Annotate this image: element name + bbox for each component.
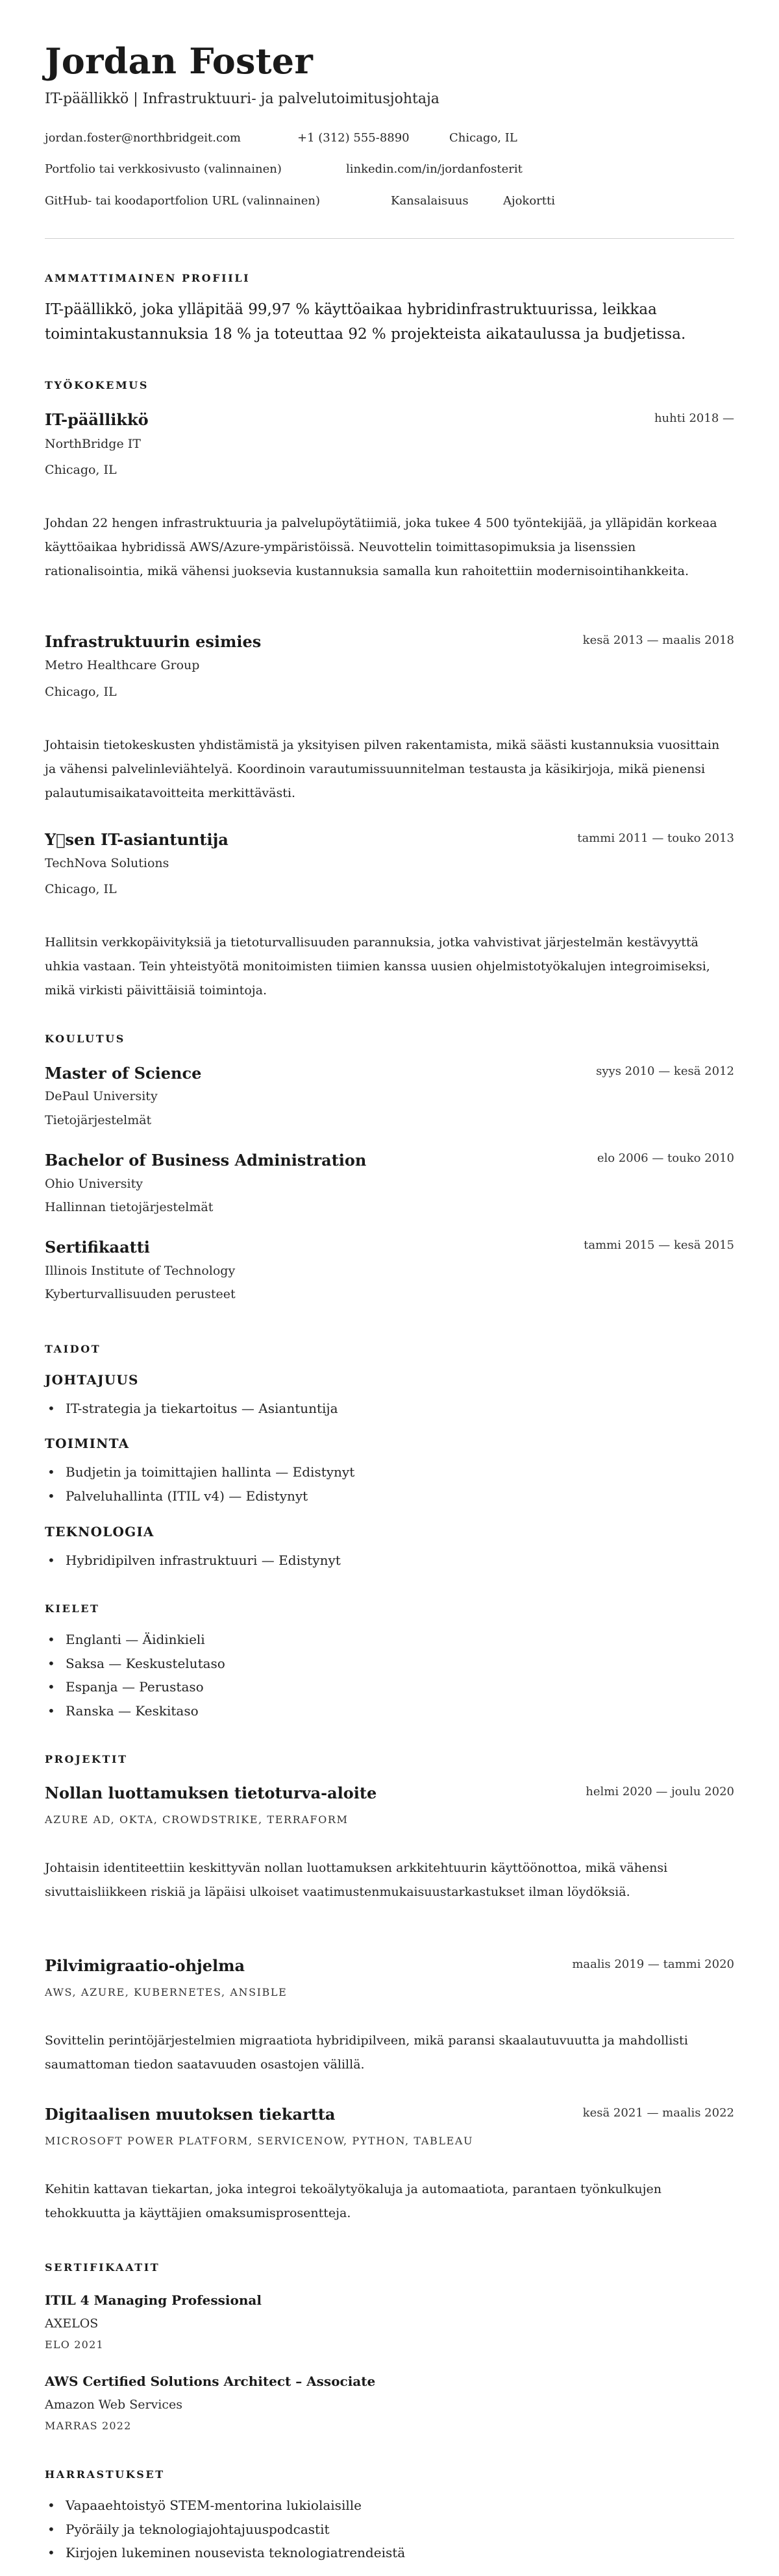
skill-category: TEKNOLOGIA (45, 1524, 155, 1539)
job-description: Hallitsin verkkopäivityksiä ja tietoturvallisuuden parannuksia, jotka vahvistivat järjestelmän kestävyyttä uhkia vastaan. Tein yhteistyötä monitoimisten tiimien kanssa uusien ohjelmistotyökalujen integroimiseksi, mikä virkisti päivittäisiä toimintoja. (45, 935, 710, 998)
cert-date: MARRAS 2022 (45, 2420, 132, 2432)
job-description: Johdan 22 hengen infrastruktuuria ja palvelupöytätiimiä, joka tukee 4 500 työntekijää, ja ylläpidän korkeaa käyttöaikaa hybridissä AWS/Azure-ympäristöissä. Neuvottelin toimittasopimuksia ja lisenssien rationalisointia, mikä vähensi juoksevia kustannuksia samalla kun rahoitettiin modernisointihankkeita. (45, 516, 717, 578)
skill-item: • Budjetin ja toimittajien hallinta — Edistynyt (45, 1463, 354, 1481)
contact-linkedin[interactable]: linkedin.com/in/jordanfosterit (346, 162, 523, 176)
project-tech: MICROSOFT POWER PLATFORM, SERVICENOW, PYTHON, TABLEAU (45, 2135, 474, 2147)
candidate-name: Jordan Foster (45, 40, 313, 82)
language-item: • Saksa — Keskustelutaso (45, 1654, 225, 1673)
header-divider (45, 238, 734, 239)
project-dates: helmi 2020 — joulu 2020 (586, 1785, 734, 1798)
candidate-tagline: IT-päällikkö | Infrastruktuuri- ja palvelutoimitusjohtaja (45, 91, 439, 107)
language-item: • Espanja — Perustaso (45, 1678, 204, 1696)
job-dates: tammi 2011 — touko 2013 (577, 831, 734, 845)
job-location: Chicago, IL (45, 882, 117, 896)
section-heading-skills: TAIDOT (45, 1343, 101, 1355)
section-heading-projects: PROJEKTIT (45, 1753, 128, 1765)
section-heading-education: KOULUTUS (45, 1033, 125, 1045)
job-title: Y sen IT-asiantuntija (45, 830, 229, 849)
degree-field: Tietojärjestelmät (45, 1113, 152, 1127)
hobby-item: • Vapaaehtoistyö STEM-mentorina lukiolaisille (45, 2496, 362, 2514)
skill-item: • Palveluhallinta (ITIL v4) — Edistynyt (45, 1487, 308, 1505)
cert-issuer: AXELOS (45, 2316, 99, 2331)
language-item: • Englanti — Äidinkieli (45, 1630, 205, 1649)
degree-dates: elo 2006 — touko 2010 (597, 1151, 734, 1165)
cert-name: AWS Certified Solutions Architect – Associate (45, 2374, 376, 2389)
project-description: Kehitin kattavan tiekartan, joka integroi tekoälytyökaluja ja automaatiota, parantaen työnkulkujen tehokkuutta ja käyttäjien omaksumisprosentteja. (45, 2182, 662, 2220)
project-title: Nollan luottamuksen tietoturva-aloite (45, 1784, 377, 1802)
project-description: Sovittelin perintöjärjestelmien migraatiota hybridipilveen, mikä paransi skaalautuvuutta ja mahdollisti saumattoman tiedon saatavuuden osastojen välillä. (45, 2033, 688, 2072)
section-heading-profile: AMMATTIMAINEN PROFIILI (45, 272, 251, 284)
skill-category: JOHTAJUUS (45, 1372, 139, 1388)
project-title: Digitaalisen muutoksen tiekartta (45, 2105, 336, 2124)
degree-dates: syys 2010 — kesä 2012 (596, 1064, 734, 1078)
contact-email[interactable]: jordan.foster@northbridgeit.com (45, 131, 241, 145)
project-dates: kesä 2021 — maalis 2022 (582, 2106, 734, 2120)
degree-dates: tammi 2015 — kesä 2015 (584, 1238, 734, 1252)
contact-license: Ajokortti (503, 194, 555, 208)
hobby-item: • Kirjojen lukeminen nousevista teknologiatrendeistä (45, 2544, 405, 2562)
project-description: Johtaisin identiteettiin keskittyvän nollan luottamuksen arkkitehtuurin käyttöönottoa, mikä vähensi sivuttaisliikkeen riskiä ja läpäisi ulkoiset vaatimustenmukaisuustarkastukset ilman löydöksiä. (45, 1861, 668, 1899)
contact-github[interactable]: GitHub- tai koodaportfolion URL (valinnainen) (45, 194, 320, 208)
degree-field: Kyberturvallisuuden perusteet (45, 1287, 236, 1301)
profile-summary: IT-päällikkö, joka ylläpitää 99,97 % käyttöaikaa hybridinfrastruktuurissa, leikkaa toimintakustannuksia 18 % ja toteuttaa 92 % projekteista aikataulussa ja budjetissa. (45, 301, 686, 343)
degree-school: Ohio University (45, 1177, 143, 1191)
project-tech: AZURE AD, OKTA, CROWDSTRIKE, TERRAFORM (45, 1813, 349, 1826)
section-heading-certifications: SERTIFIKAATIT (45, 2261, 160, 2274)
project-dates: maalis 2019 — tammi 2020 (572, 1957, 734, 1971)
degree-title: Bachelor of Business Administration (45, 1151, 367, 1170)
degree-title: Master of Science (45, 1064, 202, 1083)
cert-name: ITIL 4 Managing Professional (45, 2292, 262, 2308)
job-company: NorthBridge IT (45, 437, 141, 451)
cert-date: ELO 2021 (45, 2338, 104, 2351)
language-item: • Ranska — Keskitaso (45, 1702, 199, 1720)
job-location: Chicago, IL (45, 463, 117, 477)
contact-phone[interactable]: +1 (312) 555-8890 (297, 131, 410, 145)
skill-item: • IT-strategia ja tiekartoitus — Asiantuntija (45, 1399, 338, 1417)
degree-title: Sertifikaatti (45, 1238, 150, 1257)
job-company: Metro Healthcare Group (45, 658, 200, 672)
hobby-item: • Pyöräily ja teknologiajohtajuuspodcastit (45, 2520, 330, 2538)
section-heading-hobbies: HARRASTUKSET (45, 2468, 165, 2481)
job-description: Johtaisin tietokeskusten yhdistämistä ja yksityisen pilven rakentamista, mikä säästi kustannuksia vuosittain ja vähensi palvelinleviähtelyä. Koordinoin varautumissuunnitelman testausta ja käsikirjoja, mikä pienensi palautumisaikatavoitteita merkittävästi. (45, 738, 720, 800)
degree-school: DePaul University (45, 1089, 158, 1103)
degree-school: Illinois Institute of Technology (45, 1264, 236, 1278)
section-heading-experience: TYÖKOKEMUS (45, 379, 149, 391)
job-company: TechNova Solutions (45, 856, 169, 870)
job-location: Chicago, IL (45, 685, 117, 699)
section-heading-languages: KIELET (45, 1602, 100, 1615)
project-title: Pilvimigraatio-ohjelma (45, 1956, 245, 1975)
job-title: IT-päällikkö (45, 410, 149, 429)
job-dates: huhti 2018 — (654, 411, 734, 425)
contact-location: Chicago, IL (449, 131, 517, 145)
cert-issuer: Amazon Web Services (45, 2398, 183, 2412)
skill-category: TOIMINTA (45, 1436, 130, 1451)
skill-item: • Hybridipilven infrastruktuuri — Edistynyt (45, 1551, 341, 1569)
job-title: Infrastruktuurin esimies (45, 632, 262, 651)
job-dates: kesä 2013 — maalis 2018 (582, 633, 734, 647)
project-tech: AWS, AZURE, KUBERNETES, ANSIBLE (45, 1986, 288, 1998)
contact-portfolio[interactable]: Portfolio tai verkkosivusto (valinnainen) (45, 162, 282, 176)
degree-field: Hallinnan tietojärjestelmät (45, 1200, 214, 1214)
contact-citizenship: Kansalaisuus (391, 194, 469, 208)
